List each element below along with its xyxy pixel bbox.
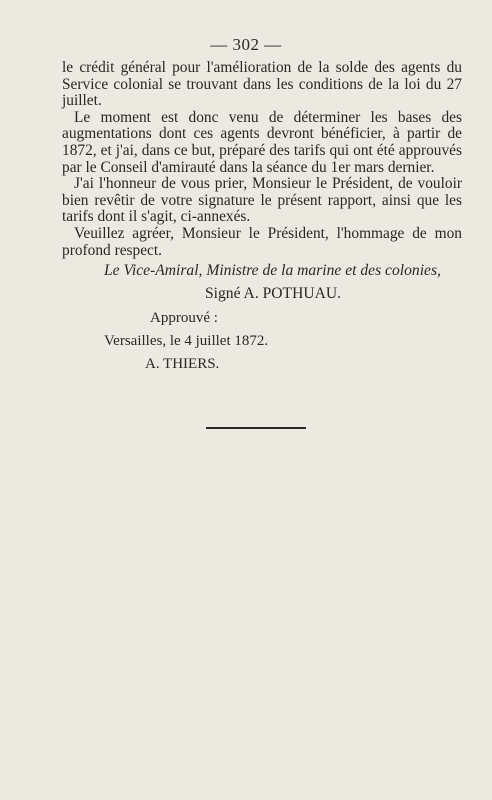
paragraph-2: Le moment est donc venu de déterminer les bases des augmentations dont ces agents devront bénéficier, à partir de 1872, et j'ai, dans ce but, préparé des tarifs qui ont été approuvés par le Conseil d'amirauté dans la séance du 1er mars dernier. — [62, 108, 462, 176]
paragraph-1: le crédit général pour l'amélioration de la solde des agents du Service colonial se trouvant dans les conditions de la loi du 27 juillet. — [62, 59, 462, 110]
paragraph-3: J'ai l'honneur de vous prier, Monsieur le Président, de vouloir bien revêtir de votre signature le présent rapport, ainsi que les tarifs dont il s'agit, ci-annexés. — [62, 175, 462, 226]
signature-title: Le Vice-Amiral, Ministre de la marine et des colonies, — [104, 262, 441, 279]
approval-place-date: Versailles, le 4 juillet 1872. — [104, 333, 269, 349]
page-number: — 302 — — [210, 35, 282, 54]
approval-label: Approuvé : — [150, 310, 218, 326]
paragraph-4: Veuillez agréer, Monsieur le Président, l'hommage de mon profond respect. — [62, 224, 462, 259]
body-text — [62, 60, 462, 259]
signature-name: Signé A. POTHUAU. — [205, 285, 342, 302]
section-divider — [206, 427, 306, 429]
approval-signer: A. THIERS. — [145, 356, 220, 372]
